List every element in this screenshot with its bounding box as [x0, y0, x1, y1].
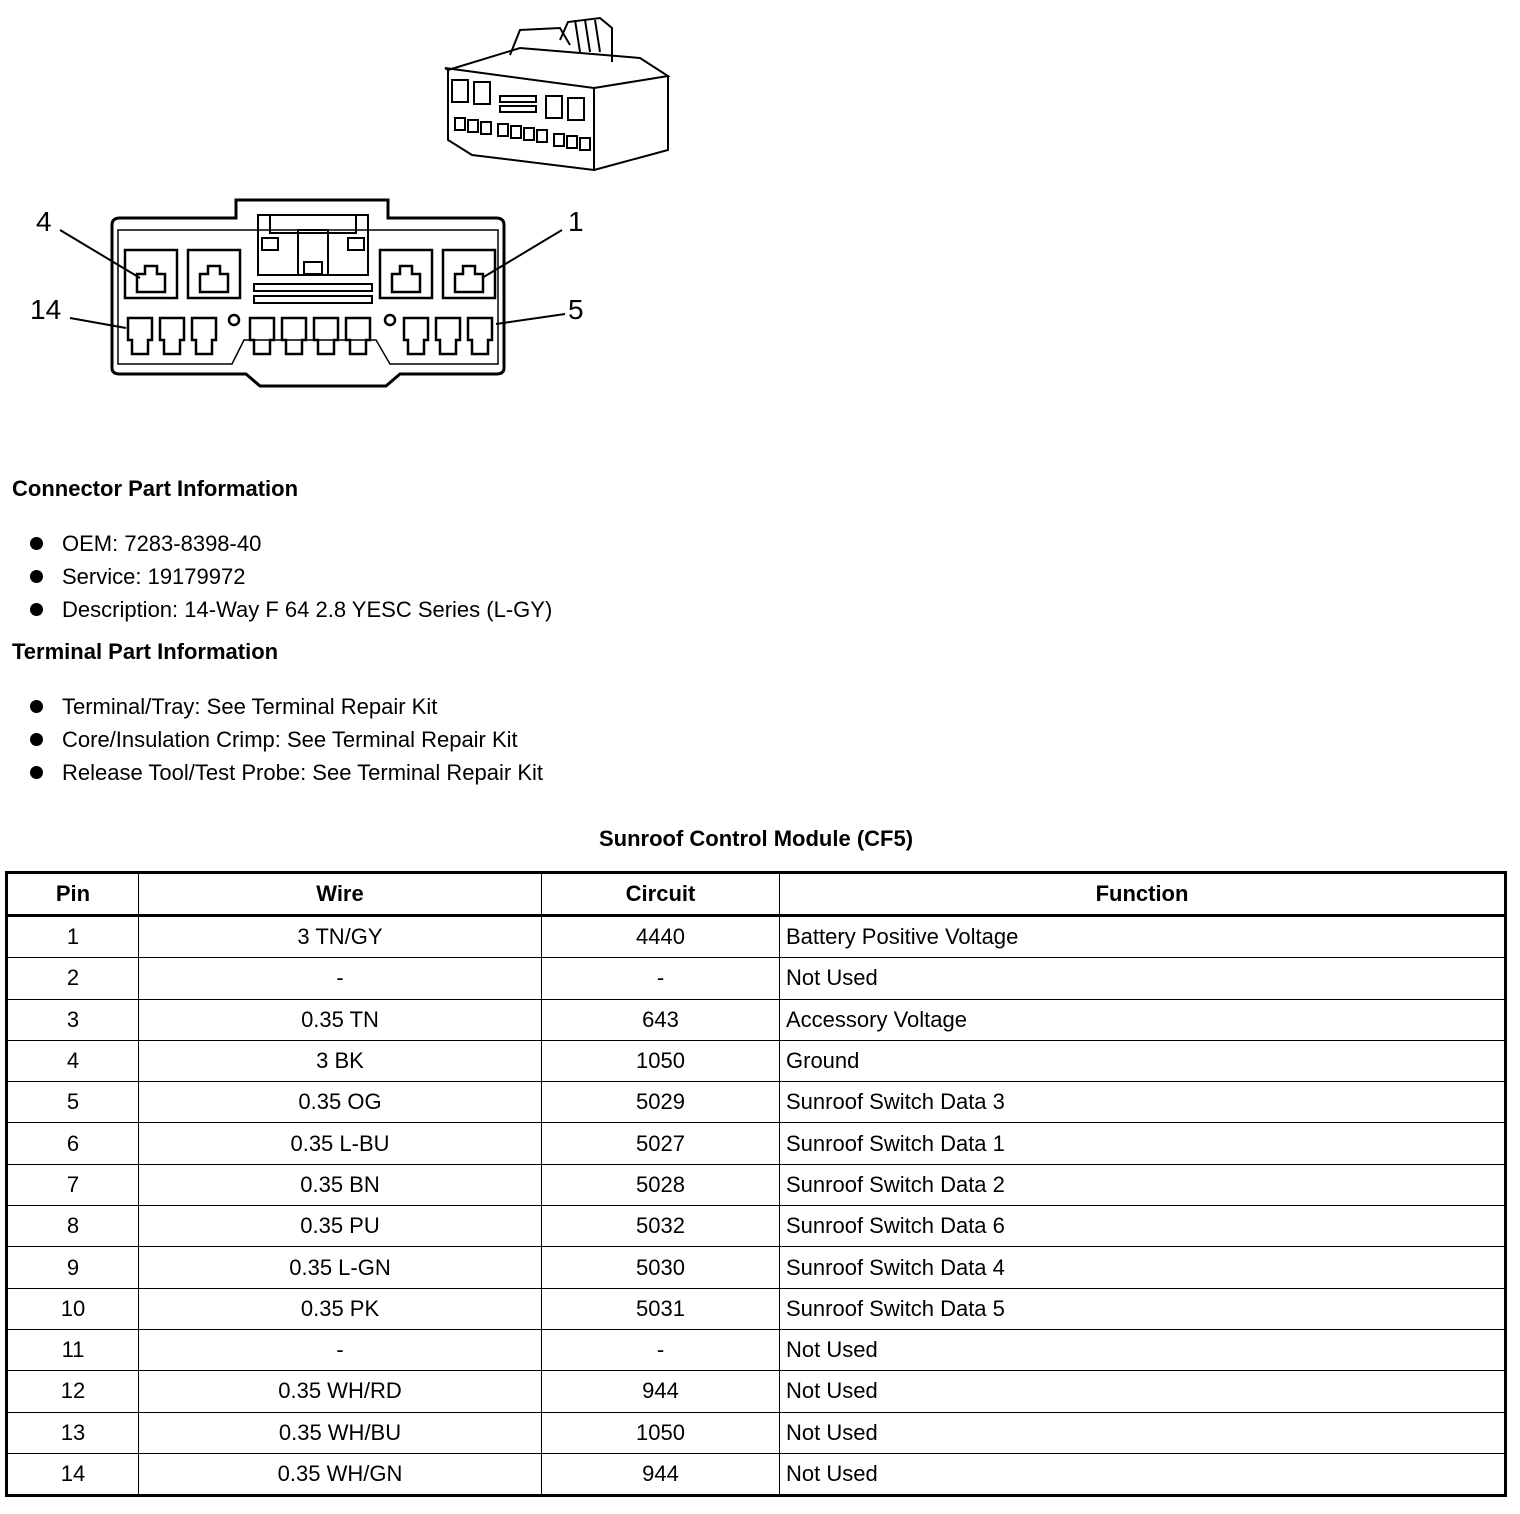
- cell-function: Sunroof Switch Data 1: [780, 1123, 1506, 1164]
- cell-pin: 11: [7, 1329, 139, 1370]
- connector-diagram: [0, 0, 700, 410]
- cell-function: Sunroof Switch Data 2: [780, 1164, 1506, 1205]
- cell-function: Sunroof Switch Data 5: [780, 1288, 1506, 1329]
- cell-wire: 3 BK: [139, 1040, 542, 1081]
- cell-pin: 7: [7, 1164, 139, 1205]
- cell-circuit: -: [542, 958, 780, 999]
- table-row: [7, 916, 1506, 958]
- cell-function: Ground: [780, 1040, 1506, 1081]
- table-row: [7, 1247, 1506, 1288]
- table-row: [7, 1329, 1506, 1370]
- cell-function: Not Used: [780, 1453, 1506, 1495]
- pin-label-4: 4: [36, 206, 52, 237]
- cell-circuit: 944: [542, 1453, 780, 1495]
- header-circuit: Circuit: [542, 873, 780, 916]
- table-row: [7, 1082, 1506, 1123]
- cell-pin: 8: [7, 1206, 139, 1247]
- table-row: [7, 1453, 1506, 1495]
- cell-wire: 0.35 OG: [139, 1082, 542, 1123]
- cell-wire: 0.35 BN: [139, 1164, 542, 1205]
- list-item: Release Tool/Test Probe: See Terminal Repair Kit: [28, 756, 543, 789]
- cell-wire: -: [139, 958, 542, 999]
- connector-info-list: [28, 527, 552, 626]
- header-function: Function: [780, 873, 1506, 916]
- list-item: Description: 14-Way F 64 2.8 YESC Series (L-GY): [28, 593, 552, 626]
- cell-wire: 0.35 PU: [139, 1206, 542, 1247]
- pin-label-1: 1: [568, 206, 584, 237]
- table-row: [7, 958, 1506, 999]
- table-body: [7, 916, 1506, 1496]
- cell-wire: 0.35 TN: [139, 999, 542, 1040]
- table-caption: Sunroof Control Module (CF5): [598, 826, 914, 851]
- cell-circuit: 1050: [542, 1040, 780, 1081]
- cell-pin: 5: [7, 1082, 139, 1123]
- table-row: [7, 1164, 1506, 1205]
- cell-pin: 6: [7, 1123, 139, 1164]
- table-row: [7, 1288, 1506, 1329]
- cell-function: Accessory Voltage: [780, 999, 1506, 1040]
- cell-pin: 1: [7, 916, 139, 958]
- cell-circuit: 5032: [542, 1206, 780, 1247]
- connector-info-title: Connector Part Information: [12, 476, 299, 501]
- small-cavities: [128, 315, 492, 354]
- cell-wire: 0.35 WH/RD: [139, 1371, 542, 1412]
- table-row: [7, 1040, 1506, 1081]
- terminal-info-title: Terminal Part Information: [12, 639, 279, 664]
- connector-3d-view: [445, 18, 668, 170]
- cell-function: Not Used: [780, 1371, 1506, 1412]
- pin-label-14: 14: [30, 294, 62, 325]
- cell-wire: 0.35 L-BU: [139, 1123, 542, 1164]
- cell-pin: 2: [7, 958, 139, 999]
- cell-circuit: 5029: [542, 1082, 780, 1123]
- cell-circuit: 5028: [542, 1164, 780, 1205]
- connector-drawing: [0, 0, 700, 410]
- cell-circuit: 1050: [542, 1412, 780, 1453]
- cell-circuit: 4440: [542, 916, 780, 958]
- cell-function: Sunroof Switch Data 3: [780, 1082, 1506, 1123]
- pinout-table: [5, 871, 1507, 1497]
- cell-function: Battery Positive Voltage: [780, 916, 1506, 958]
- cell-wire: 0.35 WH/BU: [139, 1412, 542, 1453]
- list-item: Terminal/Tray: See Terminal Repair Kit: [28, 690, 543, 723]
- cell-pin: 13: [7, 1412, 139, 1453]
- cell-circuit: 5030: [542, 1247, 780, 1288]
- cell-wire: 0.35 PK: [139, 1288, 542, 1329]
- cell-wire: 0.35 L-GN: [139, 1247, 542, 1288]
- cell-circuit: 643: [542, 999, 780, 1040]
- cell-function: Sunroof Switch Data 4: [780, 1247, 1506, 1288]
- terminal-info-list: [28, 690, 543, 789]
- table-row: [7, 1206, 1506, 1247]
- cell-pin: 3: [7, 999, 139, 1040]
- table-row: [7, 1412, 1506, 1453]
- table-row: [7, 1371, 1506, 1412]
- cell-function: Sunroof Switch Data 6: [780, 1206, 1506, 1247]
- cell-function: Not Used: [780, 958, 1506, 999]
- cell-pin: 4: [7, 1040, 139, 1081]
- cell-wire: 0.35 WH/GN: [139, 1453, 542, 1495]
- table-row: [7, 1123, 1506, 1164]
- cell-circuit: 944: [542, 1371, 780, 1412]
- header-pin: Pin: [7, 873, 139, 916]
- list-item: Core/Insulation Crimp: See Terminal Repair Kit: [28, 723, 543, 756]
- cell-pin: 9: [7, 1247, 139, 1288]
- cell-circuit: 5027: [542, 1123, 780, 1164]
- cell-pin: 14: [7, 1453, 139, 1495]
- connector-front-view: [112, 200, 504, 386]
- pin-label-5: 5: [568, 294, 584, 325]
- table-row: [7, 999, 1506, 1040]
- header-wire: Wire: [139, 873, 542, 916]
- list-item: Service: 19179972: [28, 560, 552, 593]
- cell-function: Not Used: [780, 1412, 1506, 1453]
- cell-circuit: -: [542, 1329, 780, 1370]
- cell-circuit: 5031: [542, 1288, 780, 1329]
- table-header-row: [7, 873, 1506, 916]
- list-item: OEM: 7283-8398-40: [28, 527, 552, 560]
- cell-pin: 12: [7, 1371, 139, 1412]
- cell-function: Not Used: [780, 1329, 1506, 1370]
- cell-wire: 3 TN/GY: [139, 916, 542, 958]
- cell-pin: 10: [7, 1288, 139, 1329]
- cell-wire: -: [139, 1329, 542, 1370]
- center-latch: [254, 215, 372, 303]
